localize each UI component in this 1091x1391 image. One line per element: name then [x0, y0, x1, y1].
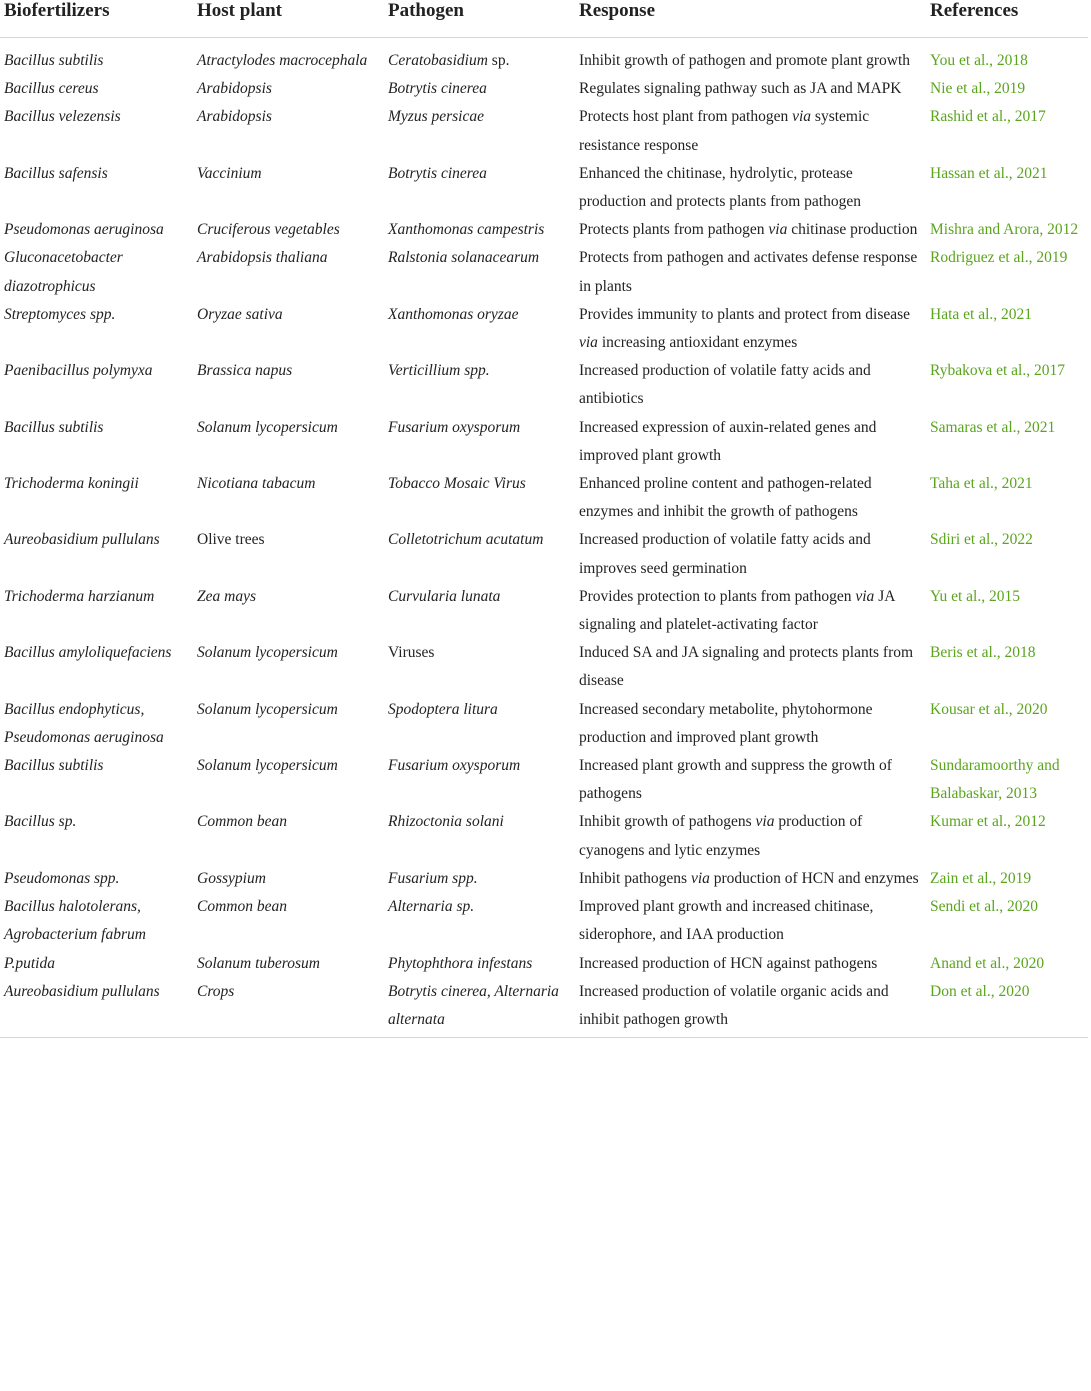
cell-biofertilizer: Bacillus halotolerans, Agrobacterium fabrum	[4, 898, 146, 944]
cell-response: Enhanced proline content and pathogen-related enzymes and inhibit the growth of pathogens	[579, 475, 872, 521]
reference-link[interactable]: Hassan et al., 2021	[930, 164, 1048, 182]
table-row	[0, 216, 1088, 244]
cell-reference	[925, 216, 1088, 244]
cell-biofertilizer: Aureobasidium pullulans	[4, 531, 160, 549]
cell-pathogen: Verticillium spp.	[388, 362, 490, 380]
reference-link[interactable]: Rybakova et al., 2017	[930, 362, 1065, 380]
cell-reference	[925, 38, 1088, 76]
reference-link[interactable]: Hata et al., 2021	[930, 305, 1033, 323]
reference-link[interactable]: Sundaramoorthy and Balabaskar, 2013	[930, 757, 1060, 803]
cell-pathogen: Tobacco Mosaic Virus	[388, 475, 526, 493]
cell-reference	[925, 526, 1088, 582]
cell-biofertilizer: P.putida	[4, 954, 55, 972]
table-row	[0, 865, 1088, 893]
cell-reference	[925, 244, 1088, 300]
cell-pathogen: Alternaria sp.	[388, 898, 475, 916]
cell-host-plant: Solanum lycopersicum	[197, 757, 338, 775]
cell-host-plant: Arabidopsis	[197, 80, 272, 98]
cell-pathogen: Myzus persicae	[388, 108, 484, 126]
cell-host-plant: Atractylodes macrocephala	[197, 52, 368, 69]
cell-response: Provides protection to plants from pathogen via JA signaling and platelet-activating factor	[579, 587, 895, 634]
cell-reference	[925, 696, 1088, 752]
table-row	[0, 639, 1088, 695]
reference-link[interactable]: Mishra and Arora, 2012	[930, 221, 1079, 239]
table-row	[0, 160, 1088, 216]
cell-biofertilizer: Bacillus cereus	[4, 80, 99, 98]
cell-response: Inhibit growth of pathogen and promote plant growth	[579, 52, 911, 69]
cell-response: Increased secondary metabolite, phytohormone production and improved plant growth	[579, 700, 873, 746]
cell-reference	[925, 978, 1088, 1038]
cell-host-plant: Arabidopsis thaliana	[197, 249, 328, 267]
table-row	[0, 893, 1088, 949]
reference-link[interactable]: Kousar et al., 2020	[930, 700, 1048, 718]
reference-link[interactable]: Taha et al., 2021	[930, 475, 1033, 493]
cell-pathogen: Xanthomonas oryzae	[388, 305, 519, 323]
table-row	[0, 583, 1088, 639]
cell-response: Increased production of volatile fatty acids and improves seed germination	[579, 531, 871, 577]
cell-pathogen: Fusarium spp.	[388, 869, 478, 887]
cell-biofertilizer: Streptomyces spp.	[4, 305, 116, 323]
cell-reference	[925, 357, 1088, 413]
table-row	[0, 808, 1088, 864]
reference-link[interactable]: Anand et al., 2020	[930, 954, 1045, 972]
cell-pathogen: Ceratobasidium sp.	[388, 52, 510, 69]
cell-response: Increased plant growth and suppress the growth of pathogens	[579, 757, 892, 803]
cell-pathogen: Ralstonia solanacearum	[388, 249, 540, 267]
header-row	[0, 0, 1088, 38]
cell-biofertilizer: Trichoderma koningii	[4, 475, 139, 493]
cell-pathogen: Colletotrichum acutatum	[388, 531, 544, 549]
cell-response: Enhanced the chitinase, hydrolytic, protease production and protects plants from pathogen	[579, 164, 861, 211]
reference-link[interactable]: Yu et al., 2015	[930, 587, 1020, 605]
table-row	[0, 414, 1088, 470]
cell-response: Increased expression of auxin-related genes and improved plant growth	[579, 418, 877, 464]
cell-pathogen: Botrytis cinerea	[388, 80, 487, 98]
cell-host-plant: Olive trees	[197, 531, 265, 549]
cell-reference	[925, 865, 1088, 893]
cell-host-plant: Nicotiana tabacum	[197, 475, 316, 493]
cell-reference	[925, 301, 1088, 357]
table-row	[0, 38, 1088, 76]
cell-response: Protects from pathogen and activates defense response in plants	[579, 249, 918, 295]
cell-pathogen: Xanthomonas campestris	[388, 221, 545, 239]
cell-host-plant: Solanum lycopersicum	[197, 418, 338, 436]
header-biofertilizers: Biofertilizers	[0, 0, 192, 38]
cell-reference	[925, 414, 1088, 470]
table-row	[0, 103, 1088, 159]
reference-link[interactable]: Beris et al., 2018	[930, 644, 1036, 662]
cell-host-plant: Solanum lycopersicum	[197, 644, 338, 662]
cell-biofertilizer: Bacillus subtilis	[4, 418, 104, 436]
table-row	[0, 978, 1088, 1038]
cell-reference	[925, 950, 1088, 978]
cell-biofertilizer: Trichoderma harzianum	[4, 587, 155, 605]
cell-reference	[925, 103, 1088, 159]
cell-response: Protects host plant from pathogen via systemic resistance response	[579, 108, 870, 154]
header-references: References	[925, 0, 1088, 38]
table-row	[0, 244, 1088, 300]
cell-reference	[925, 808, 1088, 864]
cell-pathogen: Curvularia lunata	[388, 587, 501, 605]
cell-biofertilizer: Bacillus sp.	[4, 813, 77, 831]
cell-reference	[925, 893, 1088, 949]
reference-link[interactable]: Kumar et al., 2012	[930, 813, 1046, 831]
header-pathogen: Pathogen	[383, 0, 574, 38]
cell-pathogen: Spodoptera litura	[388, 700, 498, 718]
cell-biofertilizer: Bacillus safensis	[4, 164, 108, 182]
table-row	[0, 752, 1088, 808]
cell-biofertilizer: Bacillus endophyticus, Pseudomonas aeruginosa	[4, 700, 164, 746]
cell-response: Induced SA and JA signaling and protects plants from disease	[579, 644, 914, 690]
cell-pathogen: Phytophthora infestans	[388, 954, 533, 972]
cell-biofertilizer: Gluconacetobacter diazotrophicus	[4, 249, 123, 295]
cell-response: Inhibit growth of pathogens via production of cyanogens and lytic enzymes	[579, 813, 863, 859]
table-row	[0, 357, 1088, 413]
cell-response: Provides immunity to plants and protect from disease via increasing antioxidant enzymes	[579, 305, 911, 352]
reference-link[interactable]: Nie et al., 2019	[930, 80, 1026, 98]
cell-pathogen: Rhizoctonia solani	[388, 813, 504, 831]
cell-pathogen: Botrytis cinerea, Alternaria alternata	[383, 978, 574, 1038]
cell-biofertilizer: Bacillus subtilis	[4, 757, 104, 775]
cell-host-plant: Zea mays	[197, 587, 256, 605]
cell-biofertilizer: Bacillus amyloliquefaciens	[4, 644, 172, 662]
reference-link[interactable]: Sendi et al., 2020	[930, 898, 1039, 916]
cell-response: Increased production of HCN against pathogens	[579, 954, 878, 972]
cell-biofertilizer: Bacillus velezensis	[4, 108, 121, 126]
table-row	[0, 301, 1088, 357]
table-row	[0, 526, 1088, 582]
table-row	[0, 950, 1088, 978]
cell-host-plant: Arabidopsis	[197, 108, 272, 126]
cell-host-plant: Gossypium	[197, 869, 266, 887]
cell-response: Inhibit pathogens via production of HCN and enzymes	[579, 869, 919, 887]
cell-host-plant: Common bean	[197, 813, 287, 831]
cell-biofertilizer: Bacillus subtilis	[4, 52, 104, 69]
reference-link[interactable]: Don et al., 2020	[930, 982, 1030, 1000]
table-body	[0, 38, 1088, 1038]
cell-biofertilizer: Pseudomonas spp.	[4, 869, 120, 887]
cell-pathogen: Viruses	[388, 644, 435, 662]
cell-host-plant: Oryzae sativa	[197, 305, 283, 323]
cell-biofertilizer: Pseudomonas aeruginosa	[4, 221, 164, 239]
cell-biofertilizer: Aureobasidium pullulans	[0, 978, 192, 1038]
reference-link[interactable]: Sdiri et al., 2022	[930, 531, 1033, 549]
reference-link[interactable]: Zain et al., 2019	[930, 869, 1032, 887]
cell-response: Regulates signaling pathway such as JA and MAPK	[579, 80, 902, 98]
header-host-plant: Host plant	[192, 0, 383, 38]
cell-response: Improved plant growth and increased chitinase, siderophore, and IAA production	[579, 898, 874, 944]
reference-link[interactable]: Samaras et al., 2021	[930, 418, 1056, 436]
cell-host-plant: Solanum tuberosum	[197, 954, 320, 972]
reference-link[interactable]: Rashid et al., 2017	[930, 108, 1046, 126]
cell-reference	[925, 160, 1088, 216]
cell-reference	[925, 583, 1088, 639]
cell-host-plant: Cruciferous vegetables	[197, 221, 340, 239]
cell-reference	[925, 639, 1088, 695]
cell-response: Increased production of volatile fatty acids and antibiotics	[579, 362, 871, 408]
cell-response: Protects plants from pathogen via chitinase production	[579, 221, 918, 239]
reference-link[interactable]: You et al., 2018	[930, 52, 1028, 69]
table-row	[0, 470, 1088, 526]
cell-response: Increased production of volatile organic acids and inhibit pathogen growth	[574, 978, 925, 1038]
cell-reference	[925, 75, 1088, 103]
cell-host-plant: Brassica napus	[197, 362, 293, 380]
cell-host-plant: Common bean	[197, 898, 287, 916]
reference-link[interactable]: Rodriguez et al., 2019	[930, 249, 1068, 267]
cell-host-plant: Solanum lycopersicum	[197, 700, 338, 718]
cell-pathogen: Fusarium oxysporum	[388, 418, 521, 436]
table-row	[0, 696, 1088, 752]
table-row	[0, 75, 1088, 103]
cell-pathogen: Fusarium oxysporum	[388, 757, 521, 775]
cell-pathogen: Botrytis cinerea	[388, 164, 487, 182]
cell-host-plant: Crops	[192, 978, 383, 1038]
cell-reference	[925, 752, 1088, 808]
cell-reference	[925, 470, 1088, 526]
header-response: Response	[574, 0, 925, 38]
cell-host-plant: Vaccinium	[197, 164, 262, 182]
cell-biofertilizer: Paenibacillus polymyxa	[4, 362, 153, 380]
